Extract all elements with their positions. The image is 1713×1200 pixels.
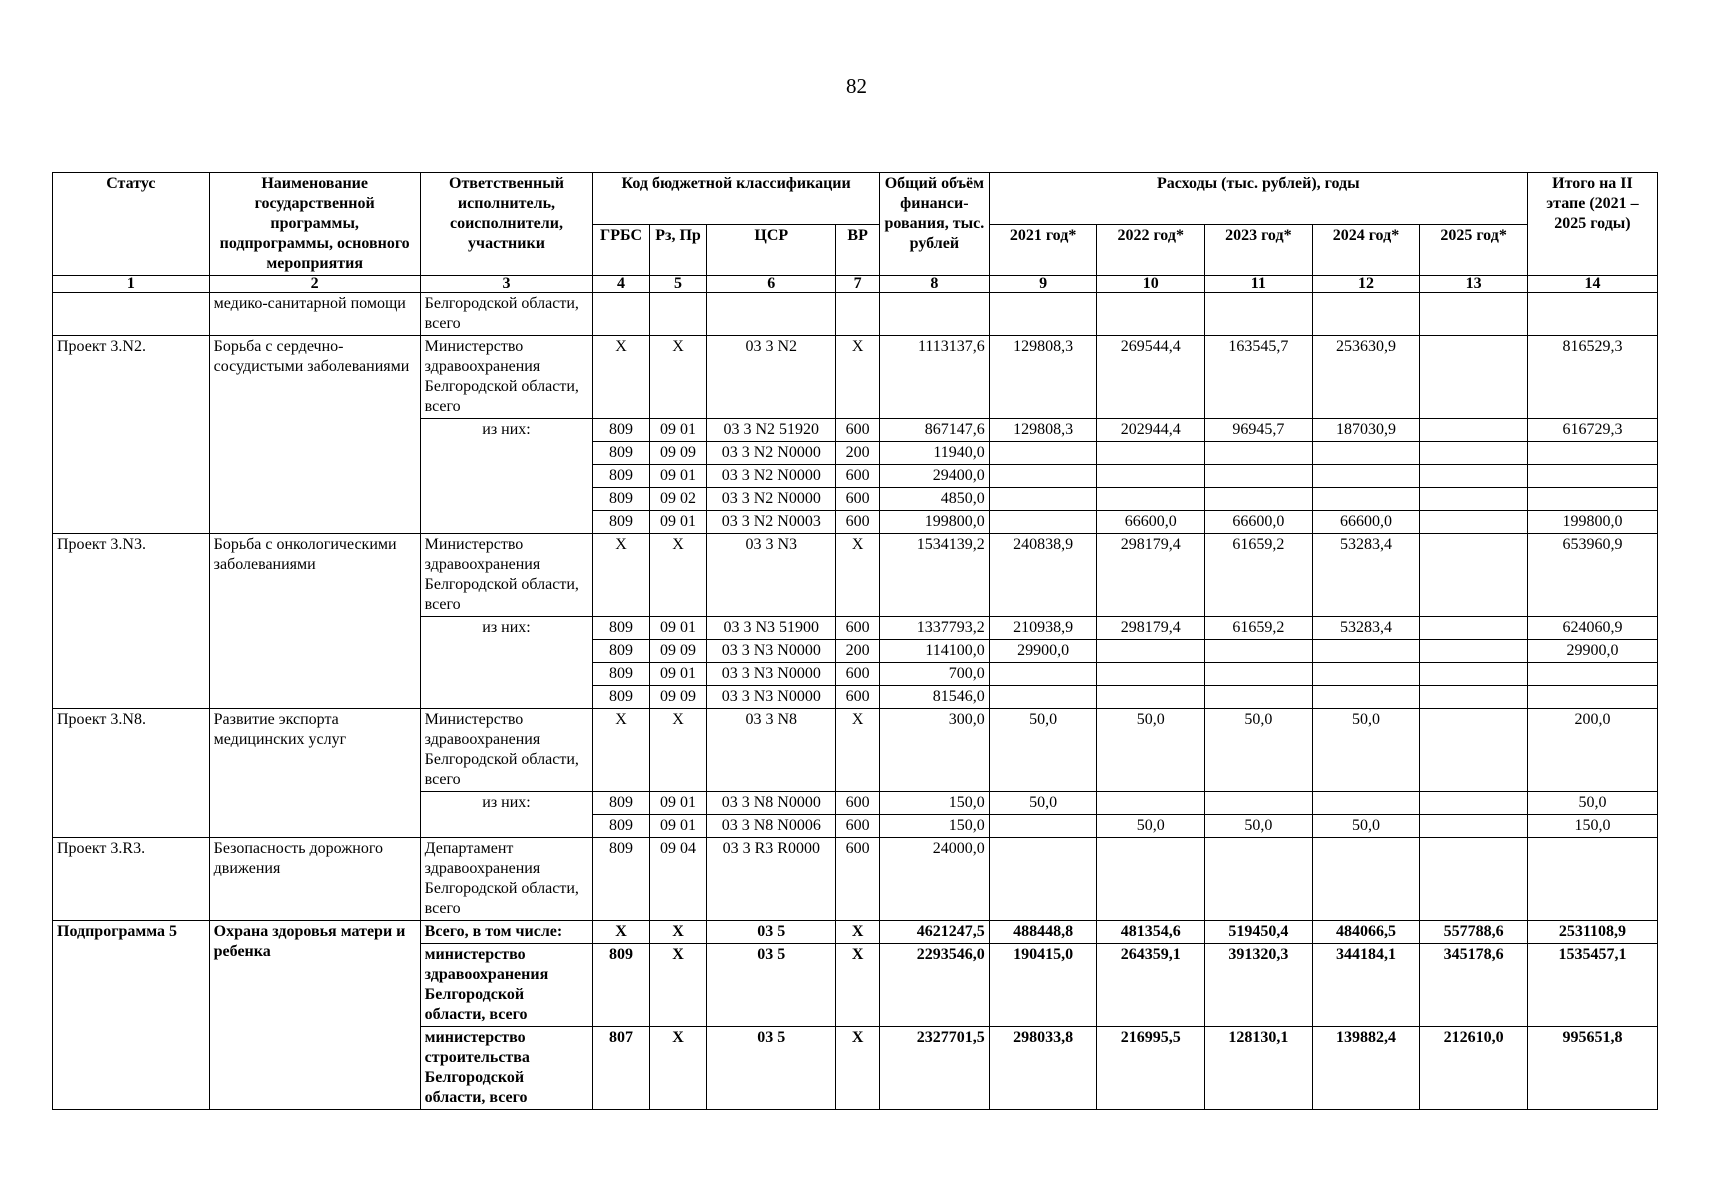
executor-cell: Всего, в том числе: bbox=[420, 921, 593, 944]
year-2022-cell: 298179,4 bbox=[1097, 534, 1205, 617]
csr-cell: 03 5 bbox=[707, 921, 836, 944]
grbs-cell: 809 bbox=[593, 511, 649, 534]
year-2022-cell: 481354,6 bbox=[1097, 921, 1205, 944]
year-2025-cell bbox=[1420, 792, 1528, 815]
stage-total-cell bbox=[1527, 488, 1657, 511]
year-2024-cell bbox=[1312, 792, 1420, 815]
year-2025-cell bbox=[1420, 617, 1528, 640]
stage-total-cell bbox=[1527, 663, 1657, 686]
year-2023-cell bbox=[1205, 838, 1313, 921]
stage-total-cell bbox=[1527, 465, 1657, 488]
rzpr-cell: 09 09 bbox=[649, 442, 707, 465]
year-2023-cell: 391320,3 bbox=[1205, 944, 1313, 1027]
column-number: 6 bbox=[707, 276, 836, 293]
year-2022-cell: 66600,0 bbox=[1097, 511, 1205, 534]
year-2021-cell bbox=[989, 815, 1097, 838]
grbs-cell: 809 bbox=[593, 640, 649, 663]
stage-total-cell bbox=[1527, 442, 1657, 465]
year-2022-cell bbox=[1097, 640, 1205, 663]
year-2022-cell bbox=[1097, 792, 1205, 815]
grbs-cell: 809 bbox=[593, 838, 649, 921]
grbs-cell: 809 bbox=[593, 442, 649, 465]
year-2023-cell bbox=[1205, 663, 1313, 686]
name-cell: Охрана здоровья матери и ребенка bbox=[209, 921, 420, 1110]
stage-total-cell: 816529,3 bbox=[1527, 336, 1657, 419]
year-2025-cell: 212610,0 bbox=[1420, 1027, 1528, 1110]
header-name: Наименование государственной программы, подпрограммы, основного мероприятия bbox=[209, 173, 420, 276]
from-label: из них: bbox=[420, 792, 593, 838]
year-2024-cell bbox=[1312, 640, 1420, 663]
vr-cell: X bbox=[836, 534, 880, 617]
year-2021-cell bbox=[989, 465, 1097, 488]
csr-cell: 03 3 N2 N0000 bbox=[707, 465, 836, 488]
table-row-project-n3 bbox=[53, 534, 1658, 617]
year-2021-cell bbox=[989, 442, 1097, 465]
total-cell: 114100,0 bbox=[879, 640, 989, 663]
rzpr-cell: 09 01 bbox=[649, 815, 707, 838]
year-2025-cell: 345178,6 bbox=[1420, 944, 1528, 1027]
csr-cell: 03 3 N2 bbox=[707, 336, 836, 419]
stage-total-cell: 199800,0 bbox=[1527, 511, 1657, 534]
name-cell: Развитие экспорта медицинских услуг bbox=[209, 709, 420, 838]
year-2025-cell bbox=[1420, 534, 1528, 617]
csr-cell: 03 3 N3 51900 bbox=[707, 617, 836, 640]
name-cell: Борьба с онкологическими заболеваниями bbox=[209, 534, 420, 709]
rzpr-cell: X bbox=[649, 534, 707, 617]
grbs-cell: 809 bbox=[593, 944, 649, 1027]
executor-cell: министерство здравоохранения Белгородской области, всего bbox=[420, 944, 593, 1027]
grbs-cell: 809 bbox=[593, 617, 649, 640]
csr-cell: 03 3 N3 N0000 bbox=[707, 663, 836, 686]
year-2023-cell bbox=[1205, 640, 1313, 663]
year-2024-cell: 484066,5 bbox=[1312, 921, 1420, 944]
table-row-project-n2 bbox=[53, 336, 1658, 419]
table-row-project-n8 bbox=[53, 709, 1658, 792]
header-status: Статус bbox=[53, 173, 210, 276]
column-number: 8 bbox=[879, 276, 989, 293]
vr-cell: 600 bbox=[836, 792, 880, 815]
stage-total-cell: 616729,3 bbox=[1527, 419, 1657, 442]
name-cell: Борьба с сердечно-сосудистыми заболеваниями bbox=[209, 336, 420, 534]
year-2021-cell: 240838,9 bbox=[989, 534, 1097, 617]
vr-cell: 600 bbox=[836, 488, 880, 511]
year-2024-cell: 50,0 bbox=[1312, 815, 1420, 838]
grbs-cell: 809 bbox=[593, 792, 649, 815]
rzpr-cell: X bbox=[649, 1027, 707, 1110]
year-2025-cell bbox=[1420, 709, 1528, 792]
rzpr-cell: 09 01 bbox=[649, 511, 707, 534]
year-2025-cell bbox=[1420, 838, 1528, 921]
year-2025-cell bbox=[1420, 488, 1528, 511]
csr-cell: 03 3 N8 N0006 bbox=[707, 815, 836, 838]
from-label: из них: bbox=[420, 617, 593, 709]
name-cell: медико-санитарной помощи bbox=[209, 293, 420, 336]
rzpr-cell: 09 09 bbox=[649, 640, 707, 663]
year-2023-cell bbox=[1205, 792, 1313, 815]
name-cell: Безопасность дорожного движения bbox=[209, 838, 420, 921]
total-cell: 1113137,6 bbox=[879, 336, 989, 419]
executor-cell: Департамент здравоохранения Белгородской области, всего bbox=[420, 838, 593, 921]
csr-cell: 03 3 N2 N0000 bbox=[707, 442, 836, 465]
header-expenses: Расходы (тыс. рублей), годы bbox=[989, 173, 1527, 225]
table-row-project-r3 bbox=[53, 838, 1658, 921]
year-2021-cell bbox=[989, 511, 1097, 534]
vr-cell: X bbox=[836, 709, 880, 792]
grbs-cell: 807 bbox=[593, 1027, 649, 1110]
year-2022-cell: 298179,4 bbox=[1097, 617, 1205, 640]
rzpr-cell: X bbox=[649, 336, 707, 419]
csr-cell: 03 3 N2 N0003 bbox=[707, 511, 836, 534]
header-2021: 2021 год* bbox=[989, 224, 1097, 276]
csr-cell: 03 3 N8 N0000 bbox=[707, 792, 836, 815]
vr-cell: 600 bbox=[836, 815, 880, 838]
rzpr-cell: 09 01 bbox=[649, 419, 707, 442]
year-2024-cell bbox=[1312, 442, 1420, 465]
year-2024-cell: 139882,4 bbox=[1312, 1027, 1420, 1110]
total-cell: 867147,6 bbox=[879, 419, 989, 442]
year-2023-cell: 66600,0 bbox=[1205, 511, 1313, 534]
header-2023: 2023 год* bbox=[1205, 224, 1313, 276]
year-2023-cell: 61659,2 bbox=[1205, 617, 1313, 640]
total-cell: 2327701,5 bbox=[879, 1027, 989, 1110]
rzpr-cell: 09 01 bbox=[649, 792, 707, 815]
header-total: Общий объём финанси-рования, тыс. рублей bbox=[879, 173, 989, 276]
header-csr: ЦСР bbox=[707, 224, 836, 276]
year-2025-cell: 557788,6 bbox=[1420, 921, 1528, 944]
stage-total-cell: 50,0 bbox=[1527, 792, 1657, 815]
csr-cell: 03 3 N2 N0000 bbox=[707, 488, 836, 511]
executor-cell: Белгородской области, всего bbox=[420, 293, 593, 336]
year-2022-cell bbox=[1097, 488, 1205, 511]
total-cell: 81546,0 bbox=[879, 686, 989, 709]
executor-cell: Министерство здравоохранения Белгородской области, всего bbox=[420, 336, 593, 419]
year-2024-cell bbox=[1312, 838, 1420, 921]
year-2022-cell bbox=[1097, 686, 1205, 709]
year-2021-cell bbox=[989, 838, 1097, 921]
column-number: 7 bbox=[836, 276, 880, 293]
vr-cell: 200 bbox=[836, 442, 880, 465]
status-cell: Проект 3.R3. bbox=[53, 838, 210, 921]
vr-cell: X bbox=[836, 336, 880, 419]
stage-total-cell: 1535457,1 bbox=[1527, 944, 1657, 1027]
grbs-cell: 809 bbox=[593, 686, 649, 709]
year-2021-cell bbox=[989, 663, 1097, 686]
stage-total-cell bbox=[1527, 686, 1657, 709]
csr-cell: 03 3 N8 bbox=[707, 709, 836, 792]
status-cell: Проект 3.N3. bbox=[53, 534, 210, 709]
grbs-cell: 809 bbox=[593, 488, 649, 511]
column-number: 9 bbox=[989, 276, 1097, 293]
year-2023-cell: 163545,7 bbox=[1205, 336, 1313, 419]
header-vr: ВР bbox=[836, 224, 880, 276]
year-2024-cell: 66600,0 bbox=[1312, 511, 1420, 534]
year-2022-cell: 216995,5 bbox=[1097, 1027, 1205, 1110]
total-cell: 150,0 bbox=[879, 792, 989, 815]
total-cell: 1534139,2 bbox=[879, 534, 989, 617]
column-number: 2 bbox=[209, 276, 420, 293]
year-2021-cell: 190415,0 bbox=[989, 944, 1097, 1027]
year-2023-cell: 50,0 bbox=[1205, 709, 1313, 792]
header-executor: Ответственный исполнитель, соисполнители, участники bbox=[420, 173, 593, 276]
vr-cell: X bbox=[836, 944, 880, 1027]
vr-cell: X bbox=[836, 921, 880, 944]
year-2025-cell bbox=[1420, 511, 1528, 534]
year-2025-cell bbox=[1420, 419, 1528, 442]
stage-total-cell: 2531108,9 bbox=[1527, 921, 1657, 944]
total-cell: 1337793,2 bbox=[879, 617, 989, 640]
grbs-cell: 809 bbox=[593, 465, 649, 488]
year-2022-cell: 269544,4 bbox=[1097, 336, 1205, 419]
header-2022: 2022 год* bbox=[1097, 224, 1205, 276]
rzpr-cell: 09 01 bbox=[649, 465, 707, 488]
year-2021-cell: 129808,3 bbox=[989, 336, 1097, 419]
status-cell: Проект 3.N2. bbox=[53, 336, 210, 534]
grbs-cell: X bbox=[593, 921, 649, 944]
year-2022-cell bbox=[1097, 663, 1205, 686]
grbs-cell: 809 bbox=[593, 815, 649, 838]
year-2023-cell: 128130,1 bbox=[1205, 1027, 1313, 1110]
status-cell: Подпрограмма 5 bbox=[53, 921, 210, 1110]
year-2025-cell bbox=[1420, 815, 1528, 838]
budget-table bbox=[52, 172, 1658, 1110]
year-2024-cell: 344184,1 bbox=[1312, 944, 1420, 1027]
year-2021-cell: 50,0 bbox=[989, 709, 1097, 792]
total-cell: 700,0 bbox=[879, 663, 989, 686]
csr-cell: 03 3 N3 bbox=[707, 534, 836, 617]
year-2023-cell: 96945,7 bbox=[1205, 419, 1313, 442]
column-number: 3 bbox=[420, 276, 593, 293]
csr-cell: 03 5 bbox=[707, 944, 836, 1027]
year-2025-cell bbox=[1420, 336, 1528, 419]
year-2023-cell bbox=[1205, 442, 1313, 465]
column-number: 12 bbox=[1312, 276, 1420, 293]
column-number: 13 bbox=[1420, 276, 1528, 293]
year-2025-cell bbox=[1420, 465, 1528, 488]
total-cell: 300,0 bbox=[879, 709, 989, 792]
vr-cell: 600 bbox=[836, 838, 880, 921]
csr-cell: 03 3 R3 R0000 bbox=[707, 838, 836, 921]
column-number: 4 bbox=[593, 276, 649, 293]
column-number: 1 bbox=[53, 276, 210, 293]
total-cell: 24000,0 bbox=[879, 838, 989, 921]
year-2024-cell: 53283,4 bbox=[1312, 534, 1420, 617]
total-cell: 4850,0 bbox=[879, 488, 989, 511]
csr-cell: 03 3 N3 N0000 bbox=[707, 640, 836, 663]
stage-total-cell: 653960,9 bbox=[1527, 534, 1657, 617]
rzpr-cell: 09 02 bbox=[649, 488, 707, 511]
year-2022-cell: 50,0 bbox=[1097, 815, 1205, 838]
total-cell: 11940,0 bbox=[879, 442, 989, 465]
rzpr-cell: X bbox=[649, 921, 707, 944]
year-2025-cell bbox=[1420, 640, 1528, 663]
year-2022-cell: 264359,1 bbox=[1097, 944, 1205, 1027]
year-2021-cell bbox=[989, 686, 1097, 709]
vr-cell: 600 bbox=[836, 511, 880, 534]
rzpr-cell: 09 09 bbox=[649, 686, 707, 709]
year-2024-cell bbox=[1312, 686, 1420, 709]
year-2021-cell: 298033,8 bbox=[989, 1027, 1097, 1110]
year-2023-cell: 519450,4 bbox=[1205, 921, 1313, 944]
rzpr-cell: 09 01 bbox=[649, 617, 707, 640]
grbs-cell: 809 bbox=[593, 419, 649, 442]
table-row-subprogram-5 bbox=[53, 921, 1658, 944]
year-2023-cell bbox=[1205, 465, 1313, 488]
csr-cell: 03 5 bbox=[707, 1027, 836, 1110]
vr-cell: 600 bbox=[836, 686, 880, 709]
header-grbs: ГРБС bbox=[593, 224, 649, 276]
year-2024-cell bbox=[1312, 465, 1420, 488]
stage-total-cell: 624060,9 bbox=[1527, 617, 1657, 640]
grbs-cell: X bbox=[593, 336, 649, 419]
stage-total-cell: 29900,0 bbox=[1527, 640, 1657, 663]
year-2023-cell bbox=[1205, 686, 1313, 709]
from-label: из них: bbox=[420, 419, 593, 534]
rzpr-cell: X bbox=[649, 944, 707, 1027]
year-2021-cell bbox=[989, 488, 1097, 511]
executor-cell: Министерство здравоохранения Белгородской области, всего bbox=[420, 534, 593, 617]
grbs-cell: X bbox=[593, 709, 649, 792]
year-2022-cell bbox=[1097, 442, 1205, 465]
column-number-row bbox=[53, 276, 1658, 293]
year-2024-cell: 53283,4 bbox=[1312, 617, 1420, 640]
stage-total-cell: 150,0 bbox=[1527, 815, 1657, 838]
column-number: 10 bbox=[1097, 276, 1205, 293]
year-2023-cell: 50,0 bbox=[1205, 815, 1313, 838]
year-2024-cell bbox=[1312, 488, 1420, 511]
rzpr-cell: 09 04 bbox=[649, 838, 707, 921]
header-row-1 bbox=[53, 173, 1658, 225]
year-2021-cell: 129808,3 bbox=[989, 419, 1097, 442]
total-cell: 199800,0 bbox=[879, 511, 989, 534]
year-2022-cell: 202944,4 bbox=[1097, 419, 1205, 442]
vr-cell: 600 bbox=[836, 663, 880, 686]
year-2022-cell bbox=[1097, 465, 1205, 488]
header-rzpr: Рз, Пр bbox=[649, 224, 707, 276]
year-2024-cell: 253630,9 bbox=[1312, 336, 1420, 419]
stage-total-cell bbox=[1527, 838, 1657, 921]
vr-cell: 600 bbox=[836, 617, 880, 640]
year-2021-cell: 488448,8 bbox=[989, 921, 1097, 944]
rzpr-cell: X bbox=[649, 709, 707, 792]
vr-cell: 600 bbox=[836, 419, 880, 442]
rzpr-cell: 09 01 bbox=[649, 663, 707, 686]
total-cell: 4621247,5 bbox=[879, 921, 989, 944]
status-cell bbox=[53, 293, 210, 336]
year-2023-cell bbox=[1205, 488, 1313, 511]
total-cell: 29400,0 bbox=[879, 465, 989, 488]
year-2022-cell bbox=[1097, 838, 1205, 921]
total-cell: 2293546,0 bbox=[879, 944, 989, 1027]
grbs-cell: 809 bbox=[593, 663, 649, 686]
year-2024-cell bbox=[1312, 663, 1420, 686]
header-budget-code: Код бюджетной классификации bbox=[593, 173, 880, 225]
vr-cell: 200 bbox=[836, 640, 880, 663]
status-cell: Проект 3.N8. bbox=[53, 709, 210, 838]
table-row-continuation bbox=[53, 293, 1658, 336]
page-number: 82 bbox=[846, 74, 867, 98]
year-2022-cell: 50,0 bbox=[1097, 709, 1205, 792]
executor-cell: министерство строительства Белгородской области, всего bbox=[420, 1027, 593, 1110]
header-stage-total: Итого на II этапе (2021 – 2025 годы) bbox=[1527, 173, 1657, 276]
total-cell: 150,0 bbox=[879, 815, 989, 838]
header-2025: 2025 год* bbox=[1420, 224, 1528, 276]
vr-cell: X bbox=[836, 1027, 880, 1110]
year-2025-cell bbox=[1420, 663, 1528, 686]
vr-cell: 600 bbox=[836, 465, 880, 488]
year-2025-cell bbox=[1420, 686, 1528, 709]
header-2024: 2024 год* bbox=[1312, 224, 1420, 276]
column-number: 11 bbox=[1205, 276, 1313, 293]
csr-cell: 03 3 N2 51920 bbox=[707, 419, 836, 442]
stage-total-cell: 200,0 bbox=[1527, 709, 1657, 792]
year-2021-cell: 29900,0 bbox=[989, 640, 1097, 663]
stage-total-cell: 995651,8 bbox=[1527, 1027, 1657, 1110]
year-2024-cell: 187030,9 bbox=[1312, 419, 1420, 442]
year-2023-cell: 61659,2 bbox=[1205, 534, 1313, 617]
column-number: 14 bbox=[1527, 276, 1657, 293]
year-2024-cell: 50,0 bbox=[1312, 709, 1420, 792]
grbs-cell: X bbox=[593, 534, 649, 617]
year-2021-cell: 50,0 bbox=[989, 792, 1097, 815]
csr-cell: 03 3 N3 N0000 bbox=[707, 686, 836, 709]
year-2021-cell: 210938,9 bbox=[989, 617, 1097, 640]
year-2025-cell bbox=[1420, 442, 1528, 465]
column-number: 5 bbox=[649, 276, 707, 293]
executor-cell: Министерство здравоохранения Белгородской области, всего bbox=[420, 709, 593, 792]
